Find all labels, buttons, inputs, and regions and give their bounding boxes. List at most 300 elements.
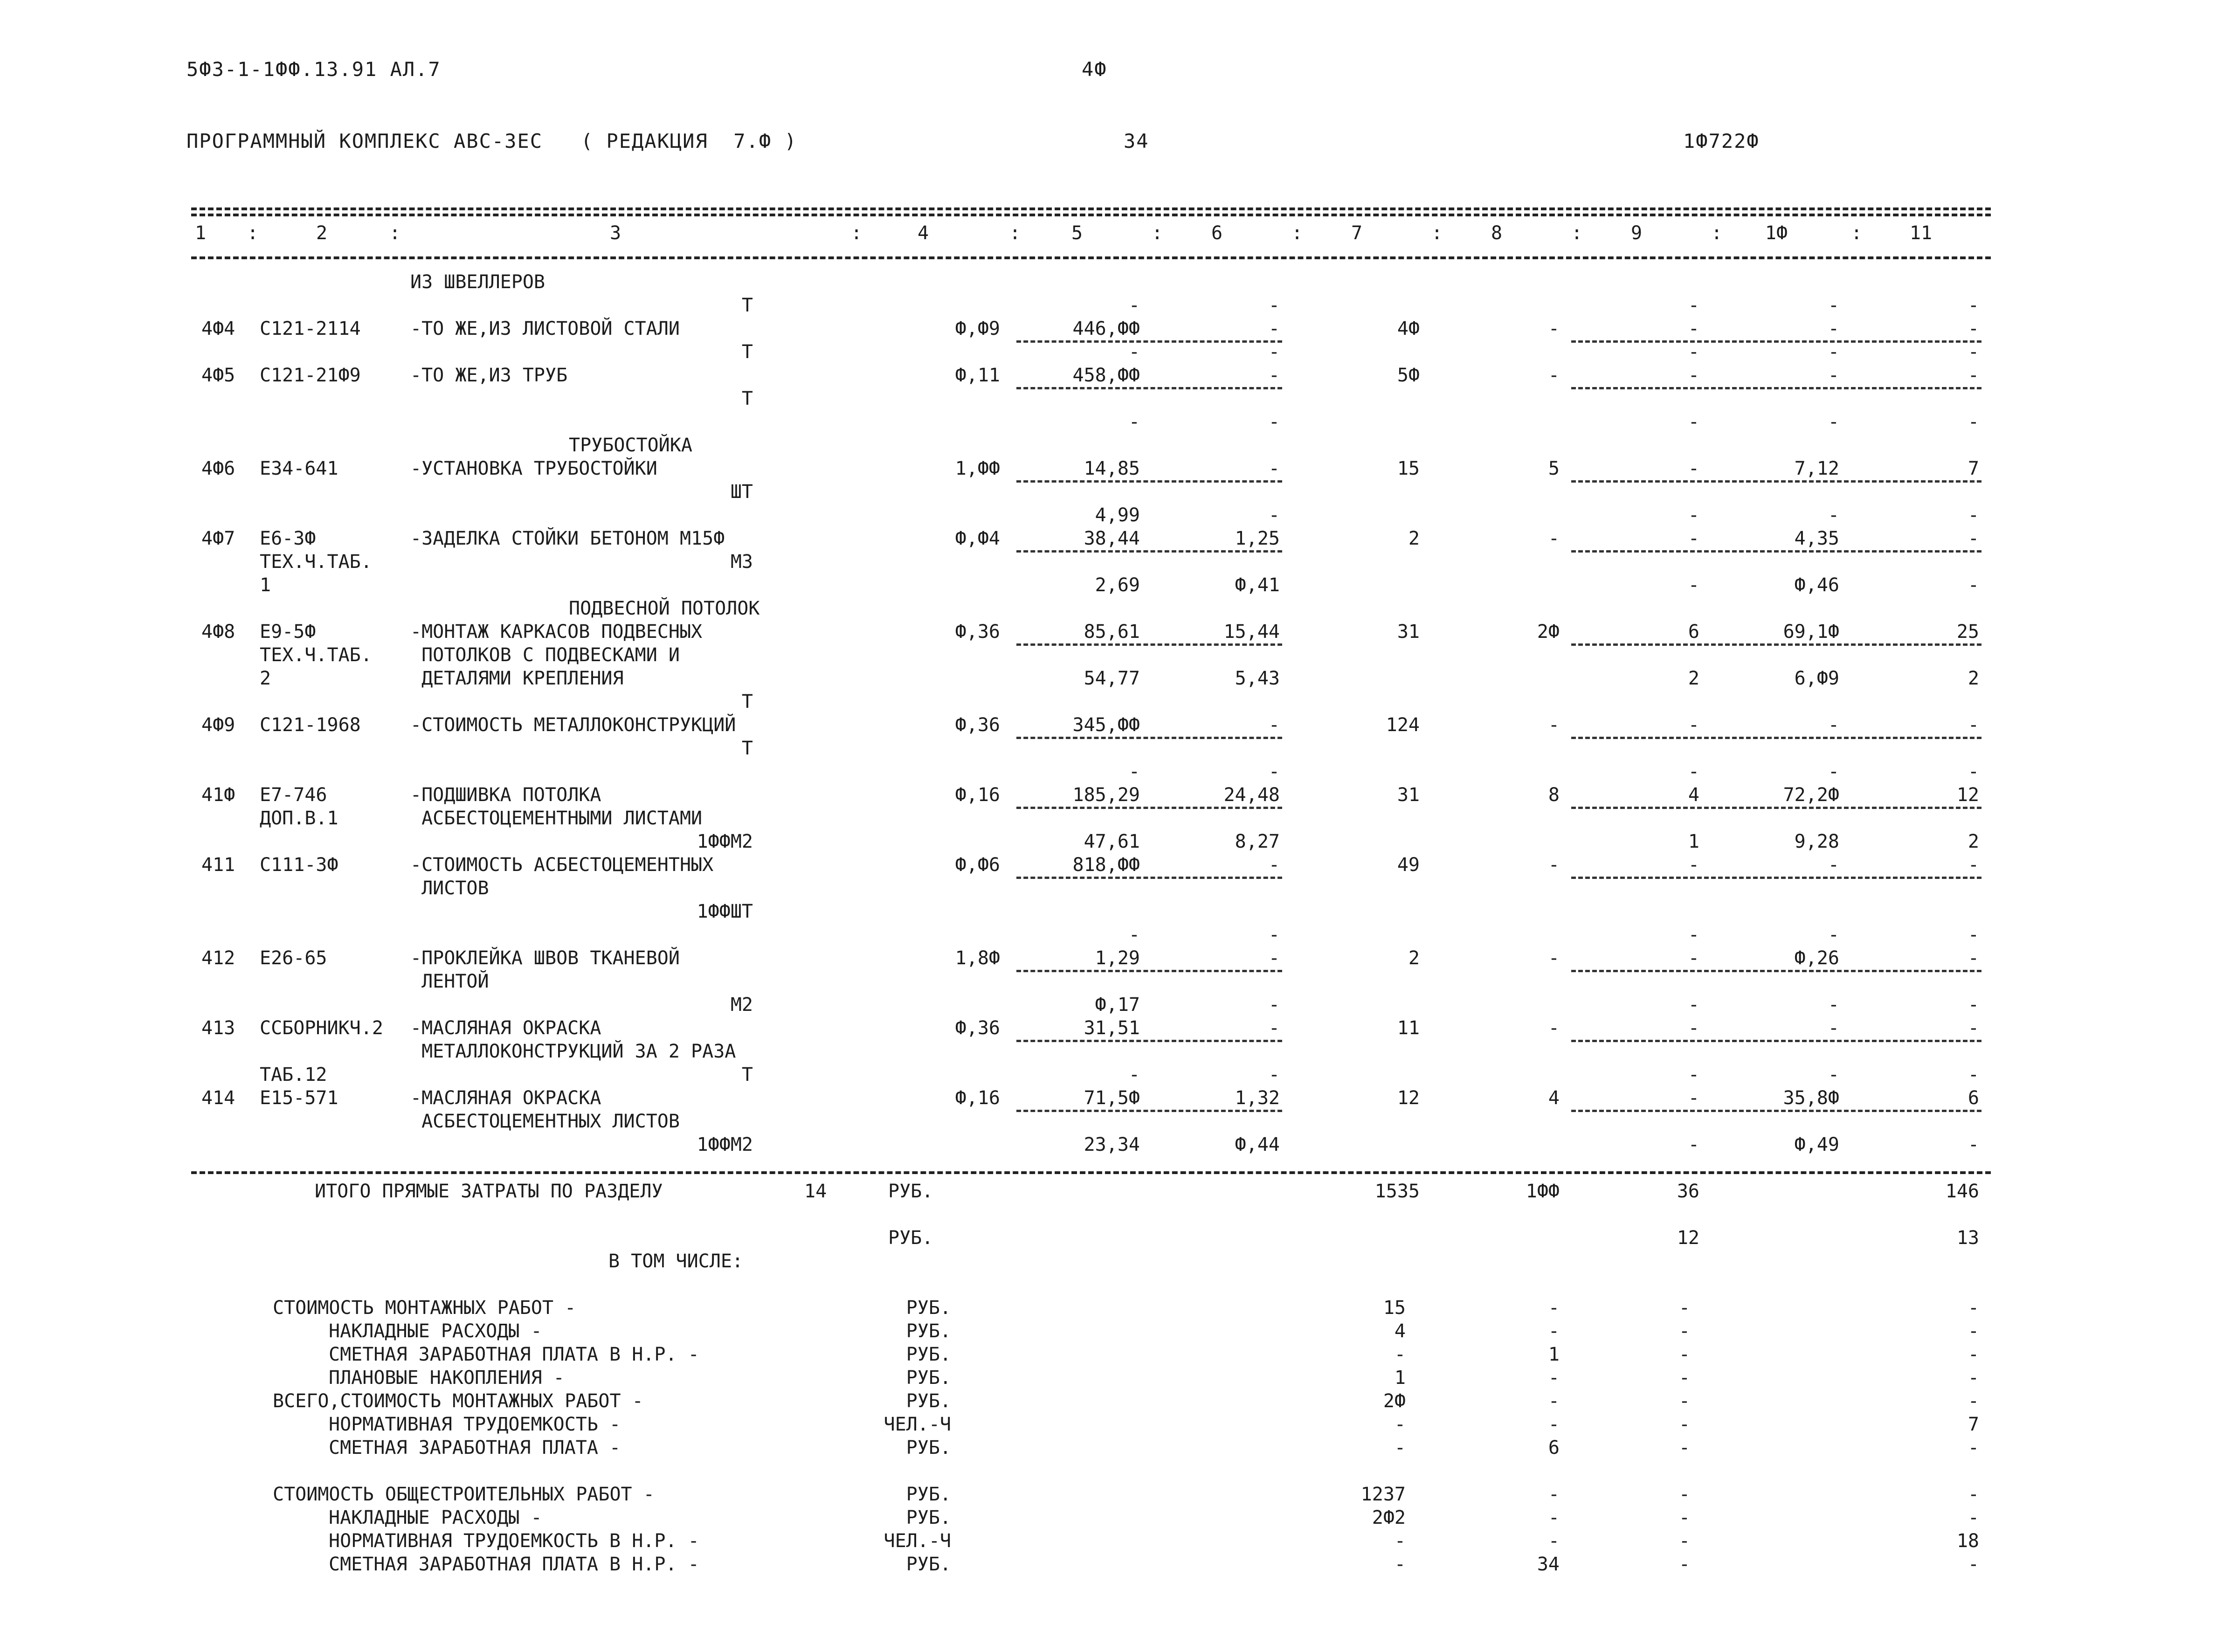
program-title: ПРОГРАММНЫЙ КОМПЛЕКС АВС-3ЕС ( РЕДАКЦИЯ 7.Ф ) — [186, 130, 797, 152]
cell-c6: - — [1268, 365, 1280, 386]
column-number-1Ф: 1Ф — [1765, 222, 1788, 244]
summary-c8: 34 — [1537, 1554, 1560, 1575]
cell-c7: 12 — [1397, 1087, 1420, 1109]
cell-c8: 2Ф — [1537, 621, 1560, 643]
summary-c9: - — [1678, 1367, 1690, 1389]
cell-c7: 31 — [1397, 784, 1420, 806]
cell-c9: 2 — [1688, 668, 1699, 689]
cell-c9: 1 — [1688, 831, 1699, 852]
cell-c5: - — [1128, 761, 1140, 782]
cell-c8: - — [1548, 1017, 1560, 1039]
cell-c6: - — [1268, 854, 1280, 876]
totals-sub-c11: 13 — [1956, 1227, 1979, 1249]
cell-c8: - — [1548, 528, 1560, 549]
cell-c10: Ф,46 — [1794, 574, 1839, 596]
cell-c7: 4Ф — [1397, 318, 1420, 339]
cell-c6: - — [1268, 1064, 1280, 1085]
row-number: 411 — [201, 854, 235, 876]
column-separator: : — [389, 222, 401, 244]
cell-c9: - — [1688, 1064, 1699, 1085]
row-code: 1 — [260, 574, 271, 596]
cell-c6: - — [1268, 994, 1280, 1016]
row-underline — [1571, 387, 1981, 389]
cell-c11: - — [1968, 574, 1979, 596]
summary-c8: - — [1548, 1484, 1560, 1505]
summary-unit: ЧЕЛ.-Ч — [884, 1414, 951, 1435]
summary-c11: 18 — [1956, 1530, 1979, 1552]
summary-c7: - — [1394, 1437, 1406, 1458]
totals-rule — [191, 1171, 1991, 1174]
cell-c5: 818,ФФ — [1072, 854, 1140, 876]
summary-label: СМЕТНАЯ ЗАРАБОТНАЯ ПЛАТА В Н.Р. - — [329, 1554, 699, 1575]
page-number: 4Ф — [1082, 58, 1107, 81]
summary-c8: - — [1548, 1507, 1560, 1528]
summary-c8: - — [1548, 1367, 1560, 1389]
summary-unit: РУБ. — [906, 1390, 951, 1412]
row-number: 413 — [201, 1017, 235, 1039]
summary-c11: - — [1968, 1437, 1979, 1458]
cell-c11: - — [1968, 1064, 1979, 1085]
cell-c11: - — [1968, 505, 1979, 526]
row-code: Е6-3Ф — [260, 528, 316, 549]
cell-c9: - — [1688, 1134, 1699, 1155]
section-title: ПОДВЕСНОЙ ПОТОЛОК — [569, 598, 760, 619]
program-code: 1Ф722Ф — [1683, 130, 1760, 152]
row-description: -МОНТАЖ КАРКАСОВ ПОДВЕСНЫХ — [410, 621, 703, 643]
cell-c9: - — [1688, 318, 1699, 339]
cell-c9: 6 — [1688, 621, 1699, 643]
cell-c6: 15,44 — [1223, 621, 1280, 643]
top-rule-2 — [191, 214, 1991, 216]
row-code: ССБОРНИКЧ.2 — [260, 1017, 383, 1039]
cell-c4: Ф,Ф9 — [955, 318, 1000, 339]
summary-c8: - — [1548, 1414, 1560, 1435]
summary-c7: 2Ф2 — [1372, 1507, 1406, 1528]
column-number-7: 7 — [1351, 222, 1363, 244]
cell-c4: Ф,36 — [955, 621, 1000, 643]
cell-c9: - — [1688, 1087, 1699, 1109]
cell-c11: - — [1968, 1134, 1979, 1155]
cell-c8: - — [1548, 947, 1560, 969]
row-unit: М2 — [730, 994, 753, 1016]
row-number: 412 — [201, 947, 235, 969]
cell-c6: 1,25 — [1235, 528, 1280, 549]
summary-c9: - — [1678, 1344, 1690, 1365]
cell-c10: - — [1828, 318, 1839, 339]
cell-c10: - — [1828, 761, 1839, 782]
row-unit: 1ФФМ2 — [697, 831, 753, 852]
cell-c5: - — [1128, 1064, 1140, 1085]
cell-c5: - — [1128, 295, 1140, 316]
cell-c5: 31,51 — [1084, 1017, 1140, 1039]
cell-c6: 8,27 — [1235, 831, 1280, 852]
column-separator: : — [1571, 222, 1583, 244]
cell-c5: - — [1128, 924, 1140, 946]
cell-c7: 2 — [1408, 947, 1420, 969]
including-label: В ТОМ ЧИСЛЕ: — [608, 1251, 743, 1272]
column-number-2: 2 — [316, 222, 328, 244]
summary-unit: РУБ. — [906, 1297, 951, 1319]
row-underline — [1016, 387, 1282, 389]
totals-sub-c9: 12 — [1677, 1227, 1699, 1249]
cell-c11: 2 — [1968, 668, 1979, 689]
row-code: ДОП.В.1 — [260, 808, 338, 829]
cell-c6: - — [1268, 341, 1280, 363]
totals-c8: 1ФФ — [1526, 1181, 1560, 1202]
cell-c10: - — [1828, 341, 1839, 363]
cell-c9: - — [1688, 574, 1699, 596]
cell-c9: - — [1688, 341, 1699, 363]
row-underline — [1016, 480, 1282, 483]
summary-c9: - — [1678, 1390, 1690, 1412]
summary-c8: - — [1548, 1297, 1560, 1319]
cell-c10: 4,35 — [1794, 528, 1839, 549]
row-underline — [1016, 1110, 1282, 1112]
row-code: С121-21Ф9 — [260, 365, 361, 386]
cell-c6: 5,43 — [1235, 668, 1280, 689]
cell-c4: 1,8Ф — [955, 947, 1000, 969]
cell-c11: 12 — [1956, 784, 1979, 806]
summary-unit: РУБ. — [906, 1507, 951, 1528]
row-description: АСБЕСТОЦЕМЕНТНЫМИ ЛИСТАМИ — [410, 808, 703, 829]
column-separator: : — [247, 222, 259, 244]
cell-c10: 69,1Ф — [1783, 621, 1839, 643]
cell-c8: 8 — [1548, 784, 1560, 806]
summary-unit: РУБ. — [906, 1367, 951, 1389]
row-underline — [1016, 970, 1282, 972]
cell-c5: 47,61 — [1084, 831, 1140, 852]
row-code: Е9-5Ф — [260, 621, 316, 643]
summary-c9: - — [1678, 1437, 1690, 1458]
cell-c4: Ф,11 — [955, 365, 1000, 386]
cell-c5: 1,29 — [1095, 947, 1140, 969]
cell-c11: - — [1968, 528, 1979, 549]
row-description: АСБЕСТОЦЕМЕНТНЫХ ЛИСТОВ — [410, 1111, 680, 1132]
summary-c11: - — [1968, 1344, 1979, 1365]
column-separator: : — [851, 222, 863, 244]
cell-c6: 1,32 — [1235, 1087, 1280, 1109]
summary-c7: 1237 — [1360, 1484, 1406, 1505]
row-code: С121-1968 — [260, 714, 361, 736]
cell-c9: 4 — [1688, 784, 1699, 806]
summary-label: НАКЛАДНЫЕ РАСХОДЫ - — [329, 1507, 542, 1528]
row-underline — [1571, 1040, 1981, 1042]
summary-c9: - — [1678, 1320, 1690, 1342]
cell-c7: 2 — [1408, 528, 1420, 549]
row-unit: 1ФФШТ — [697, 901, 753, 922]
summary-c7: - — [1394, 1554, 1406, 1575]
row-number: 4Ф8 — [201, 621, 235, 643]
cell-c10: - — [1828, 1064, 1839, 1085]
cell-c10: Ф,49 — [1794, 1134, 1839, 1155]
summary-unit: ЧЕЛ.-Ч — [884, 1530, 951, 1552]
row-underline — [1571, 877, 1981, 879]
summary-label: НОРМАТИВНАЯ ТРУДОЕМКОСТЬ В Н.Р. - — [329, 1530, 699, 1552]
cell-c6: - — [1268, 458, 1280, 479]
cell-c9: - — [1688, 761, 1699, 782]
summary-c11: - — [1968, 1554, 1979, 1575]
cell-c9: - — [1688, 528, 1699, 549]
cell-c11: - — [1968, 994, 1979, 1016]
cell-c4: Ф,Ф4 — [955, 528, 1000, 549]
column-separator: : — [1009, 222, 1021, 244]
sheet-number: 34 — [1124, 130, 1149, 152]
cell-c5: - — [1128, 411, 1140, 433]
row-code: Е34-641 — [260, 458, 338, 479]
summary-label: СТОИМОСТЬ МОНТАЖНЫХ РАБОТ - — [273, 1297, 576, 1319]
cell-c7: 15 — [1397, 458, 1420, 479]
summary-c11: - — [1968, 1484, 1979, 1505]
doc-code: 5Ф3-1-1ФФ.13.91 АЛ.7 — [186, 58, 441, 81]
column-number-6: 6 — [1211, 222, 1223, 244]
summary-c9: - — [1678, 1297, 1690, 1319]
cell-c11: - — [1968, 411, 1979, 433]
summary-c8: 1 — [1548, 1344, 1560, 1365]
cell-c10: 6,Ф9 — [1794, 668, 1839, 689]
row-description: ДЕТАЛЯМИ КРЕПЛЕНИЯ — [410, 668, 624, 689]
row-description: ИЗ ШВЕЛЛЕРОВ — [410, 271, 545, 293]
cell-c9: - — [1688, 854, 1699, 876]
row-unit: Т — [741, 341, 753, 363]
cell-c6: - — [1268, 714, 1280, 736]
cell-c7: 31 — [1397, 621, 1420, 643]
summary-label: СМЕТНАЯ ЗАРАБОТНАЯ ПЛАТА В Н.Р. - — [329, 1344, 699, 1365]
cell-c9: - — [1688, 994, 1699, 1016]
row-unit: ШТ — [730, 481, 753, 503]
cell-c5: 85,61 — [1084, 621, 1140, 643]
row-code: ТЕХ.Ч.ТАБ. — [260, 644, 372, 666]
column-number-9: 9 — [1630, 222, 1643, 244]
row-description: -СТОИМОСТЬ МЕТАЛЛОКОНСТРУКЦИЙ — [410, 714, 736, 736]
totals-c11: 146 — [1945, 1181, 1979, 1202]
cell-c9: - — [1688, 411, 1699, 433]
totals-section: 14 — [804, 1181, 827, 1202]
row-description: МЕТАЛЛОКОНСТРУКЦИЙ ЗА 2 РАЗА — [410, 1041, 736, 1062]
column-number-1: 1 — [194, 222, 207, 244]
column-number-8: 8 — [1491, 222, 1503, 244]
row-underline — [1571, 970, 1981, 972]
cell-c5: 345,ФФ — [1072, 714, 1140, 736]
cell-c11: - — [1968, 365, 1979, 386]
cell-c6: - — [1268, 505, 1280, 526]
summary-c9: - — [1678, 1530, 1690, 1552]
row-description: ПОТОЛКОВ С ПОДВЕСКАМИ И — [410, 644, 680, 666]
cell-c9: - — [1688, 714, 1699, 736]
summary-unit: РУБ. — [906, 1320, 951, 1342]
column-separator: : — [1711, 222, 1723, 244]
cell-c8: - — [1548, 714, 1560, 736]
row-unit: Т — [741, 691, 753, 712]
totals-c9: 36 — [1677, 1181, 1699, 1202]
row-description: ЛЕНТОЙ — [410, 971, 489, 992]
row-description: ЛИСТОВ — [410, 878, 489, 899]
cell-c11: - — [1968, 924, 1979, 946]
row-description: -МАСЛЯНАЯ ОКРАСКА — [410, 1087, 601, 1109]
row-underline — [1571, 643, 1981, 646]
cell-c11: - — [1968, 341, 1979, 363]
cell-c4: 1,ФФ — [955, 458, 1000, 479]
row-code: 2 — [260, 668, 271, 689]
summary-c7: - — [1394, 1414, 1406, 1435]
row-description: -ЗАДЕЛКА СТОЙКИ БЕТОНОМ М15Ф — [410, 528, 725, 549]
cell-c4: Ф,36 — [955, 714, 1000, 736]
row-unit: М3 — [730, 551, 753, 573]
cell-c5: 54,77 — [1084, 668, 1140, 689]
cell-c11: - — [1968, 761, 1979, 782]
summary-c7: 2Ф — [1383, 1390, 1406, 1412]
cell-c10: 72,2Ф — [1783, 784, 1839, 806]
row-code: С121-2114 — [260, 318, 361, 339]
row-description: -ТО ЖЕ,ИЗ ТРУБ — [410, 365, 568, 386]
cell-c6: 24,48 — [1223, 784, 1280, 806]
totals-unit: РУБ. — [888, 1181, 933, 1202]
cell-c10: 7,12 — [1794, 458, 1839, 479]
column-separator: : — [1291, 222, 1303, 244]
summary-label: НОРМАТИВНАЯ ТРУДОЕМКОСТЬ - — [329, 1414, 621, 1435]
row-unit: Т — [741, 1064, 753, 1085]
cell-c10: - — [1828, 295, 1839, 316]
summary-c8: 6 — [1548, 1437, 1560, 1458]
row-underline — [1571, 550, 1981, 553]
cell-c11: 25 — [1956, 621, 1979, 643]
row-description: -СТОИМОСТЬ АСБЕСТОЦЕМЕНТНЫХ — [410, 854, 714, 876]
cell-c9: - — [1688, 365, 1699, 386]
cell-c5: 14,85 — [1084, 458, 1140, 479]
summary-c8: - — [1548, 1390, 1560, 1412]
cell-c11: - — [1968, 318, 1979, 339]
cell-c9: - — [1688, 505, 1699, 526]
column-number-11: 11 — [1909, 222, 1933, 244]
cell-c5: 38,44 — [1084, 528, 1140, 549]
cell-c11: 6 — [1968, 1087, 1979, 1109]
cell-c10: - — [1828, 854, 1839, 876]
totals-label: ИТОГО ПРЯМЫЕ ЗАТРАТЫ ПО РАЗДЕЛУ — [315, 1181, 663, 1202]
cell-c7: 49 — [1397, 854, 1420, 876]
cell-c9: - — [1688, 295, 1699, 316]
column-number-5: 5 — [1071, 222, 1083, 244]
cell-c11: - — [1968, 714, 1979, 736]
cell-c5: 446,ФФ — [1072, 318, 1140, 339]
row-underline — [1571, 1110, 1981, 1112]
cell-c6: - — [1268, 924, 1280, 946]
summary-c7: 4 — [1394, 1320, 1406, 1342]
cell-c4: Ф,36 — [955, 1017, 1000, 1039]
cell-c9: - — [1688, 947, 1699, 969]
cell-c7: 11 — [1397, 1017, 1420, 1039]
cell-c6: - — [1268, 761, 1280, 782]
column-separator: : — [1152, 222, 1163, 244]
row-number: 41Ф — [201, 784, 235, 806]
totals-c7: 1535 — [1374, 1181, 1420, 1202]
row-underline — [1016, 1040, 1282, 1042]
row-unit: Т — [741, 295, 753, 316]
summary-c7: 15 — [1383, 1297, 1406, 1319]
summary-c7: - — [1394, 1530, 1406, 1552]
cell-c10: - — [1828, 1017, 1839, 1039]
row-underline — [1571, 480, 1981, 483]
cell-c10: - — [1828, 365, 1839, 386]
row-description: -ПРОКЛЕЙКА ШВОВ ТКАНЕВОЙ — [410, 947, 680, 969]
cell-c5: 2,69 — [1095, 574, 1140, 596]
cell-c10: - — [1828, 994, 1839, 1016]
cell-c10: - — [1828, 924, 1839, 946]
column-separator: : — [1431, 222, 1443, 244]
cell-c9: - — [1688, 1017, 1699, 1039]
row-underline — [1016, 550, 1282, 553]
row-unit: Т — [741, 388, 753, 409]
row-underline — [1016, 807, 1282, 809]
row-underline — [1016, 877, 1282, 879]
cell-c9: - — [1688, 924, 1699, 946]
cell-c8: - — [1548, 318, 1560, 339]
column-number-4: 4 — [917, 222, 929, 244]
row-underline — [1571, 807, 1981, 809]
cell-c11: 7 — [1968, 458, 1979, 479]
row-code: Е7-746 — [260, 784, 327, 806]
cell-c8: - — [1548, 365, 1560, 386]
summary-label: ПЛАНОВЫЕ НАКОПЛЕНИЯ - — [329, 1367, 565, 1389]
row-number: 4Ф5 — [201, 365, 235, 386]
cell-c5: 185,29 — [1072, 784, 1140, 806]
row-number: 4Ф7 — [201, 528, 235, 549]
cell-c4: Ф,16 — [955, 1087, 1000, 1109]
cell-c6: - — [1268, 1017, 1280, 1039]
cell-c10: Ф,26 — [1794, 947, 1839, 969]
cell-c6: - — [1268, 411, 1280, 433]
row-code: Е15-571 — [260, 1087, 338, 1109]
cell-c5: 458,ФФ — [1072, 365, 1140, 386]
cell-c8: 5 — [1548, 458, 1560, 479]
summary-unit: РУБ. — [906, 1437, 951, 1458]
cell-c5: 71,5Ф — [1084, 1087, 1140, 1109]
cell-c11: - — [1968, 854, 1979, 876]
cell-c6: Ф,44 — [1235, 1134, 1280, 1155]
cell-c5: 23,34 — [1084, 1134, 1140, 1155]
summary-c11: - — [1968, 1367, 1979, 1389]
cell-c10: - — [1828, 714, 1839, 736]
cell-c6: Ф,41 — [1235, 574, 1280, 596]
summary-unit: РУБ. — [906, 1344, 951, 1365]
cell-c11: - — [1968, 1017, 1979, 1039]
row-number: 4Ф9 — [201, 714, 235, 736]
cell-c7: 124 — [1386, 714, 1420, 736]
cell-c7: 5Ф — [1397, 365, 1420, 386]
row-code: ТАБ.12 — [260, 1064, 327, 1085]
summary-c11: - — [1968, 1390, 1979, 1412]
row-description: -УСТАНОВКА ТРУБОСТОЙКИ — [410, 458, 657, 479]
cell-c9: - — [1688, 458, 1699, 479]
cell-c5: - — [1128, 341, 1140, 363]
cell-c8: 4 — [1548, 1087, 1560, 1109]
cell-c11: - — [1968, 947, 1979, 969]
row-underline — [1016, 643, 1282, 646]
cell-c6: - — [1268, 318, 1280, 339]
top-rule — [191, 207, 1991, 210]
row-code: Е26-65 — [260, 947, 327, 969]
row-underline — [1016, 737, 1282, 739]
cell-c11: - — [1968, 295, 1979, 316]
column-number-3: 3 — [609, 222, 621, 244]
row-description: -ПОДШИВКА ПОТОЛКА — [410, 784, 601, 806]
row-number: 414 — [201, 1087, 235, 1109]
cell-c11: 2 — [1968, 831, 1979, 852]
summary-label: НАКЛАДНЫЕ РАСХОДЫ - — [329, 1320, 542, 1342]
row-unit: Т — [741, 738, 753, 759]
row-number: 4Ф4 — [201, 318, 235, 339]
summary-c9: - — [1678, 1484, 1690, 1505]
cell-c8: - — [1548, 854, 1560, 876]
row-number: 4Ф6 — [201, 458, 235, 479]
